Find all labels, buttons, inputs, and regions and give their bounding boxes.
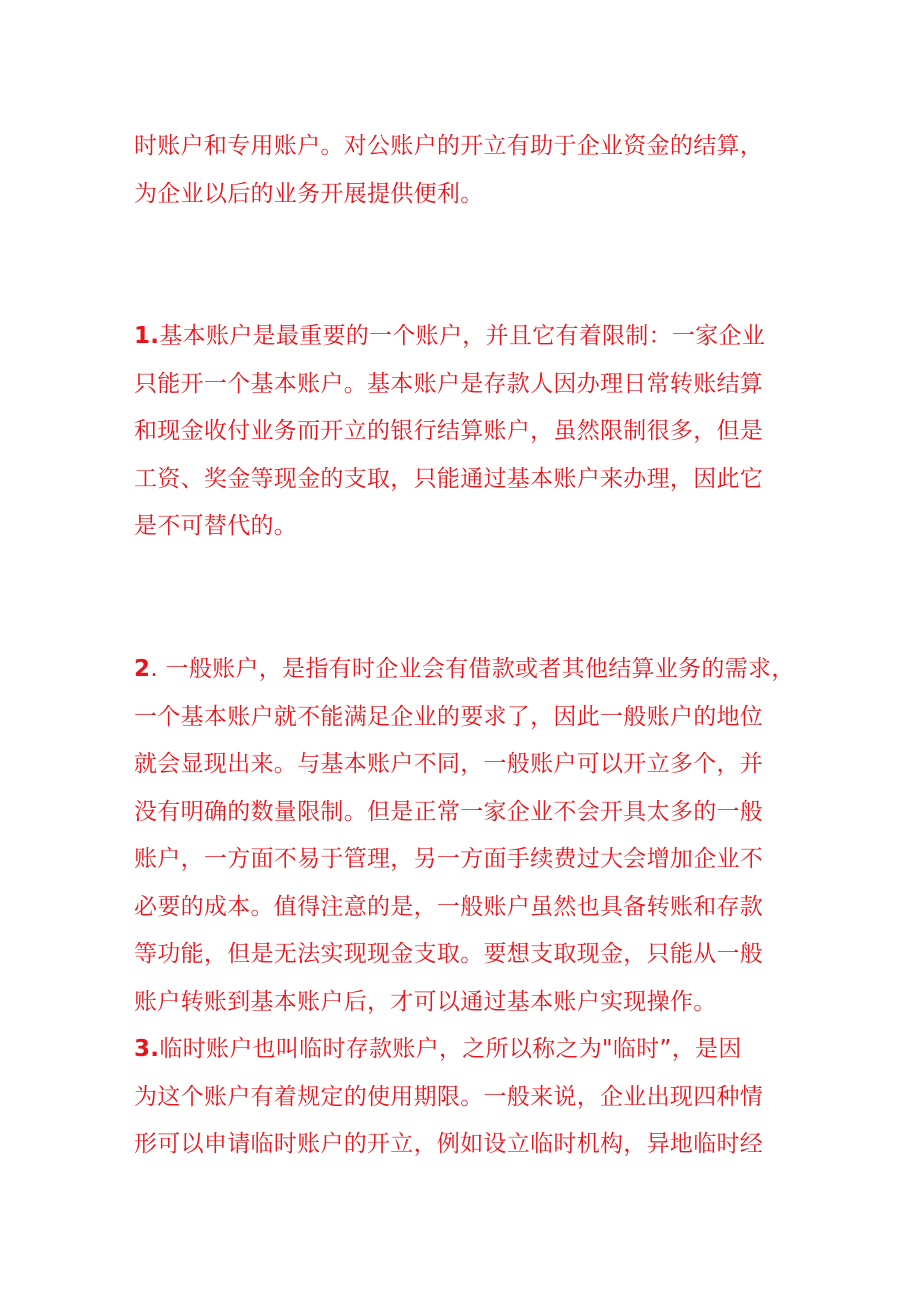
text-line-content: . 一般账户，是指有时企业会有借款或者其他结算业务的需求， [150, 656, 795, 682]
text-line: 没有明确的数量限制。但是正常一家企业不会开具太多的一般 [134, 798, 764, 825]
text-line: 一个基本账户就不能满足企业的要求了，因此一般账户的地位 [134, 703, 764, 730]
text-line-content: 临时账户也叫临时存款账户，之所以称之为"临时”，是因 [159, 1036, 742, 1062]
text-line [134, 313, 824, 361]
text-line: 等功能，但是无法实现现金支取。要想支取现金，只能从一般 [134, 941, 764, 967]
text-line [134, 1026, 824, 1074]
text-line: 为这个账户有着规定的使用期限。一般来说，企业出现四种情 [134, 1083, 764, 1110]
section-3-paragraph [134, 1026, 824, 1169]
text-line: 形可以申请临时账户的开立，例如设立临时机构，异地临时经 [134, 1131, 764, 1157]
section-number: 3. [134, 1036, 160, 1062]
text-line-content: 基本账户是最重要的一个账户，并且它有着限制：一家企业 [159, 323, 766, 349]
intro-paragraph [134, 123, 824, 218]
section-number: 1. [134, 323, 160, 349]
section-1-paragraph [134, 313, 824, 551]
text-line [134, 646, 824, 694]
text-line: 是不可替代的。 [134, 513, 298, 539]
text-line: 为企业以后的业务开展提供便利。 [134, 180, 484, 207]
text-line: 账户转账到基本账户后，才可以通过基本账户实现操作。 [134, 988, 717, 1015]
section-2-paragraph [134, 646, 824, 1026]
text-line: 账户，一方面不易于管理，另一方面手续费过大会增加企业不 [134, 846, 764, 872]
text-line: 时账户和专用账户。对公账户的开立有助于企业资金的结算， [134, 133, 764, 159]
section-number: 2 [134, 656, 151, 682]
text-line: 和现金收付业务而开立的银行结算账户，虽然限制很多，但是 [134, 418, 764, 444]
text-line: 只能开一个基本账户。基本账户是存款人因办理日常转账结算 [134, 370, 764, 397]
text-line: 就会显现出来。与基本账户不同，一般账户可以开立多个，并 [134, 751, 764, 777]
text-line: 工资、奖金等现金的支取，只能通过基本账户来办理，因此它 [134, 465, 764, 492]
text-line: 必要的成本。值得注意的是，一般账户虽然也具备转账和存款 [134, 893, 764, 920]
